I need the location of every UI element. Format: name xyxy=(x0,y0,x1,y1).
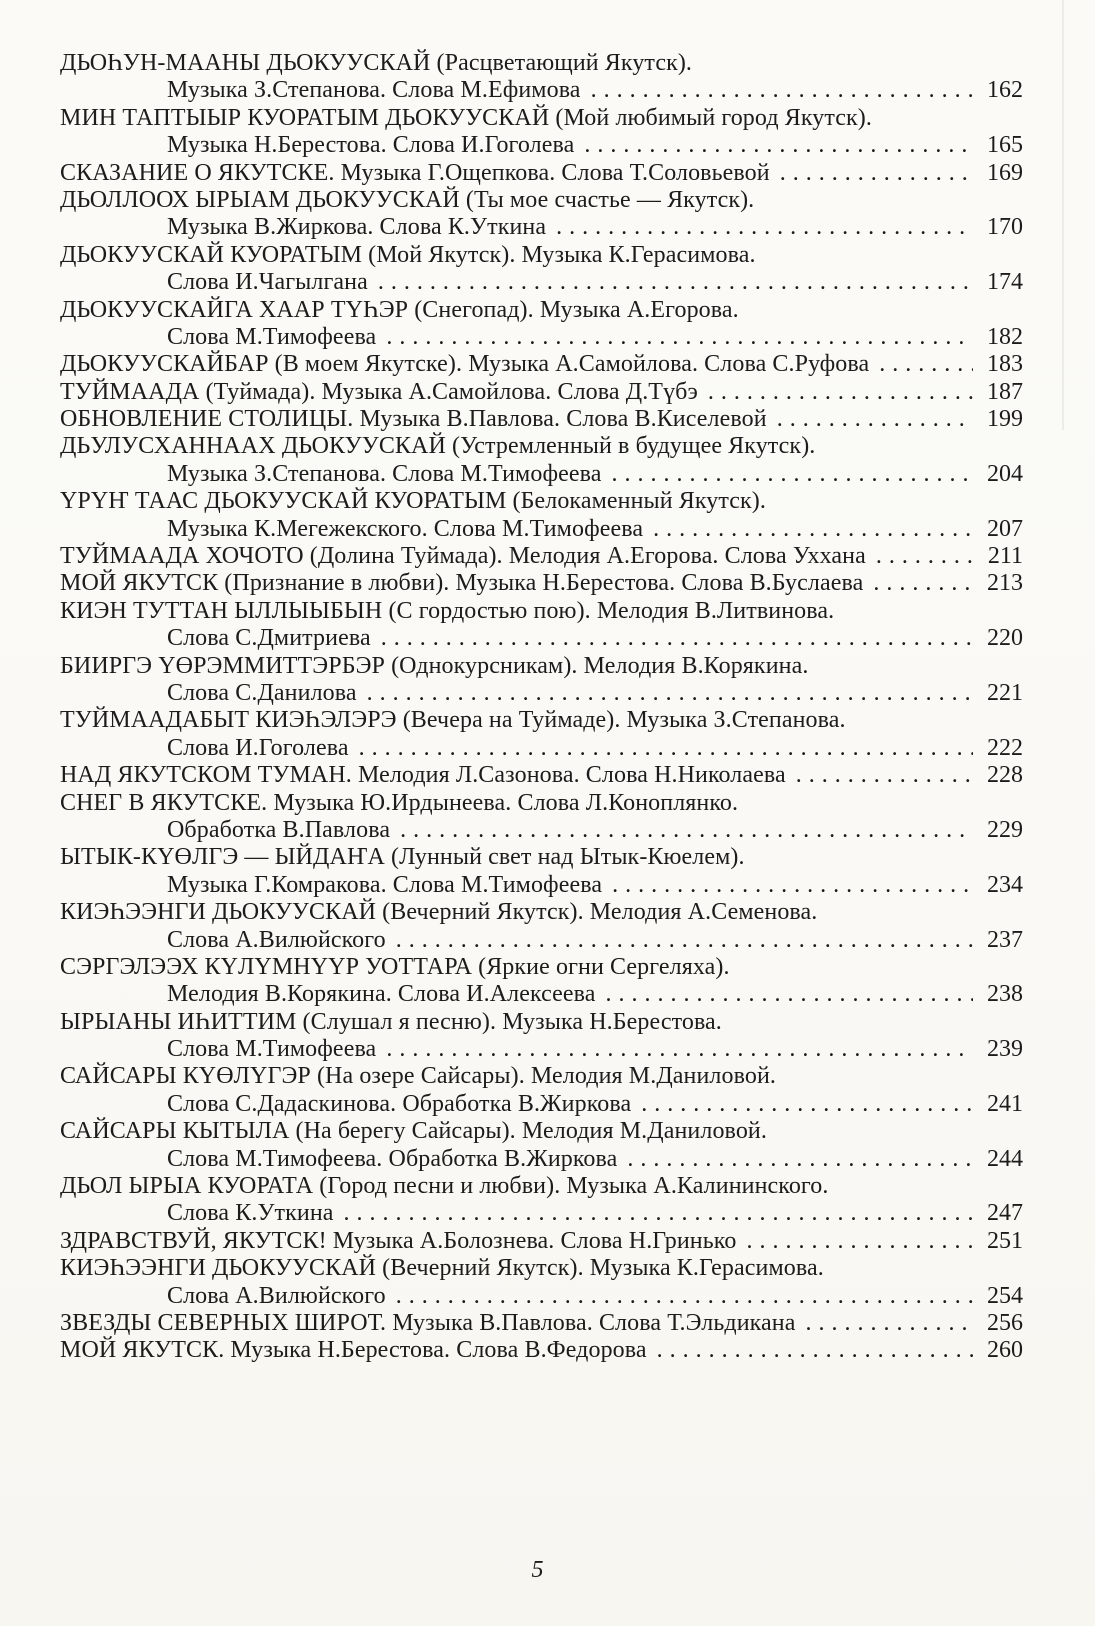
toc-continuation-line xyxy=(60,735,1023,762)
dot-leader xyxy=(344,1200,973,1227)
entry-text: Слова М.Тимофеева xyxy=(167,1036,377,1063)
toc-title-line xyxy=(60,297,1023,324)
toc-title-line xyxy=(60,433,1023,460)
entry-text: Слова К.Уткина xyxy=(167,1200,334,1227)
entry-text: ТУЙМААДА ХОЧОТО (Долина Туймада). Мелодия А.Егорова. Слова Уххана xyxy=(60,543,866,570)
entry-text: ДЬОКУУСКАЙГА ХААР ТҮҺЭР (Снегопад). Музыка А.Егорова. xyxy=(60,296,739,323)
dot-leader xyxy=(584,132,973,159)
entry-text: ЫТЫК-КҮӨЛГЭ — ЫЙДАҤА (Лунный свет над Ытык-Кюелем). xyxy=(60,844,745,871)
toc-title-line xyxy=(60,543,1023,570)
entry-text: МОЙ ЯКУТСК. Музыка Н.Берестова. Слова В.Федорова xyxy=(60,1337,647,1364)
dot-leader xyxy=(378,269,973,296)
dot-leader xyxy=(653,516,973,543)
entry-text: ЗДРАВСТВУЙ, ЯКУТСК! Музыка А.Болознева. Слова Н.Гринько xyxy=(60,1227,737,1254)
entry-text: Слова С.Данилова xyxy=(167,679,357,706)
entry-page-number: 204 xyxy=(987,460,1023,487)
entry-text: ДЬОҺУН-МААНЫ ДЬОКУУСКАЙ (Расцветающий Якутск). xyxy=(60,50,693,76)
entry-page-number: 183 xyxy=(987,351,1023,378)
toc-title-line xyxy=(60,160,1023,187)
entry-text: Музыка Н.Берестова. Слова И.Гоголева xyxy=(167,132,575,159)
entry-text: Слова И.Чагылгана xyxy=(167,269,368,296)
toc-title-line xyxy=(60,1337,1023,1364)
entry-page-number: 229 xyxy=(987,816,1023,843)
entry-text: ҮРҮҤ ТААС ДЬОКУУСКАЙ КУОРАТЫМ (Белокаменный Якутск). xyxy=(60,488,766,515)
dot-leader xyxy=(611,461,973,488)
entry-text: КИЭН ТУТТАН ЫЛЛЫЫБЫН (С гордостью пою). Мелодия В.Литвинова. xyxy=(60,597,835,624)
entry-text: Музыка К.Мегежекского. Слова М.Тимофеева xyxy=(167,515,644,542)
dot-leader xyxy=(386,1036,973,1063)
entry-text: Слова С.Дмитриева xyxy=(167,625,371,652)
entry-page-number: 237 xyxy=(987,926,1023,953)
toc-title-line xyxy=(60,351,1023,378)
entry-text: ДЬОЛ ЫРЫА КУОРАТА (Город песни и любви). Музыка А.Калининского. xyxy=(60,1173,829,1200)
toc-title-line xyxy=(60,1118,1023,1145)
table-of-contents xyxy=(60,50,1023,1365)
toc-continuation-line xyxy=(60,1146,1023,1173)
toc-title-line xyxy=(60,1009,1023,1036)
entry-text: ОБНОВЛЕНИЕ СТОЛИЦЫ. Музыка В.Павлова. Слова В.Киселевой xyxy=(60,406,767,433)
entry-page-number: 174 xyxy=(987,269,1023,296)
entry-page-number: 220 xyxy=(987,625,1023,652)
dot-leader xyxy=(657,1337,973,1364)
entry-page-number: 254 xyxy=(987,1282,1023,1309)
dot-leader xyxy=(556,214,973,241)
entry-page-number: 244 xyxy=(987,1145,1023,1172)
toc-title-line xyxy=(60,187,1023,214)
entry-page-number: 162 xyxy=(987,77,1023,104)
toc-continuation-line xyxy=(60,927,1023,954)
toc-title-line xyxy=(60,488,1023,515)
toc-continuation-line xyxy=(60,1036,1023,1063)
entry-text: ТУЙМААДА (Туймада). Музыка А.Самойлова. Слова Д.Түбэ xyxy=(60,378,698,405)
entry-page-number: 239 xyxy=(987,1036,1023,1063)
entry-text: СНЕГ В ЯКУТСКЕ. Музыка Ю.Ирдынеева. Слова Л.Коноплянко. xyxy=(60,789,739,816)
entry-page-number: 170 xyxy=(987,214,1023,241)
toc-continuation-line xyxy=(60,1200,1023,1227)
toc-title-line xyxy=(60,105,1023,132)
toc-title-line xyxy=(60,954,1023,981)
toc-title-line xyxy=(60,762,1023,789)
entry-text: Слова М.Тимофеева. Обработка В.Жиркова xyxy=(167,1145,618,1172)
entry-text: Слова И.Гоголева xyxy=(167,734,349,761)
entry-page-number: 213 xyxy=(987,570,1023,597)
entry-text: САЙСАРЫ КҮӨЛҮГЭР (На озере Сайсары). Мелодия М.Даниловой. xyxy=(60,1063,777,1090)
toc-title-line xyxy=(60,242,1023,269)
dot-leader xyxy=(606,981,973,1008)
dot-leader xyxy=(746,1228,973,1255)
entry-text: НАД ЯКУТСКОМ ТУМАН. Мелодия Л.Сазонова. Слова Н.Николаева xyxy=(60,762,786,789)
entry-page-number: 241 xyxy=(987,1090,1023,1117)
entry-text: ДЬОКУУСКАЙ КУОРАТЫМ (Мой Якутск). Музыка К.Герасимова. xyxy=(60,241,756,268)
entry-page-number: 256 xyxy=(987,1309,1023,1336)
entry-text: Музыка З.Степанова. Слова М.Ефимова xyxy=(167,77,581,104)
entry-text: Музыка Г.Комракова. Слова М.Тимофеева xyxy=(167,871,603,898)
entry-page-number: 247 xyxy=(987,1200,1023,1227)
entry-text: САЙСАРЫ КЫТЫЛА (На берегу Сайсары). Мелодия М.Даниловой. xyxy=(60,1118,767,1145)
toc-title-line xyxy=(60,790,1023,817)
entry-page-number: 165 xyxy=(987,132,1023,159)
entry-text: ДЬОКУУСКАЙБАР (В моем Якутске). Музыка А.Самойлова. Слова С.Руфова xyxy=(60,351,870,378)
dot-leader xyxy=(876,543,973,570)
dot-leader xyxy=(591,77,973,104)
toc-continuation-line xyxy=(60,1091,1023,1118)
entry-page-number: 182 xyxy=(987,323,1023,350)
entry-page-number: 260 xyxy=(987,1337,1023,1364)
entry-page-number: 221 xyxy=(987,679,1023,706)
entry-page-number: 222 xyxy=(987,734,1023,761)
dot-leader xyxy=(777,406,973,433)
dot-leader xyxy=(396,927,973,954)
toc-continuation-line xyxy=(60,516,1023,543)
entry-text: Музыка В.Жиркова. Слова К.Уткина xyxy=(167,214,547,241)
dot-leader xyxy=(873,570,973,597)
entry-text: ДЬОЛЛООХ ЫРЫАМ ДЬОКУУСКАЙ (Ты мое счастье — Якутск). xyxy=(60,186,755,213)
dot-leader xyxy=(396,1283,973,1310)
entry-text: ДЬУЛУСХАННААХ ДЬОКУУСКАЙ (Устремленный в будущее Якутск). xyxy=(60,433,816,460)
toc-title-line xyxy=(60,653,1023,680)
entry-page-number: 207 xyxy=(987,515,1023,542)
entry-page-number: 228 xyxy=(987,762,1023,789)
entry-page-number: 169 xyxy=(987,159,1023,186)
toc-title-line xyxy=(60,1228,1023,1255)
entry-text: СКАЗАНИЕ О ЯКУТСКЕ. Музыка Г.Ощепкова. Слова Т.Соловьевой xyxy=(60,159,770,186)
toc-continuation-line xyxy=(60,132,1023,159)
toc-continuation-line xyxy=(60,214,1023,241)
entry-text: Слова С.Дадаскинова. Обработка В.Жиркова xyxy=(167,1090,632,1117)
dot-leader xyxy=(386,324,973,351)
toc-continuation-line xyxy=(60,817,1023,844)
entry-text: Музыка З.Степанова. Слова М.Тимофеева xyxy=(167,460,602,487)
toc-title-line xyxy=(60,1255,1023,1282)
dot-leader xyxy=(381,625,973,652)
entry-text: КИЭҺЭЭНГИ ДЬОКУУСКАЙ (Вечерний Якутск). Мелодия А.Семенова. xyxy=(60,899,818,926)
entry-text: БИИРГЭ ҮӨРЭММИТТЭРБЭР (Однокурсникам). Мелодия В.Корякина. xyxy=(60,652,809,679)
entry-text: Слова М.Тимофеева xyxy=(167,323,377,350)
dot-leader xyxy=(879,351,973,378)
toc-continuation-line xyxy=(60,324,1023,351)
toc-continuation-line xyxy=(60,269,1023,296)
dot-leader xyxy=(806,1310,973,1337)
entry-text: ЗВЕЗДЫ СЕВЕРНЫХ ШИРОТ. Музыка В.Павлова. Слова Т.Эльдикана xyxy=(60,1309,796,1336)
entry-text: Мелодия В.Корякина. Слова И.Алексеева xyxy=(167,981,596,1008)
toc-continuation-line xyxy=(60,981,1023,1008)
entry-page-number: 187 xyxy=(987,378,1023,405)
toc-continuation-line xyxy=(60,1283,1023,1310)
dot-leader xyxy=(612,872,973,899)
entry-text: МОЙ ЯКУТСК (Признание в любви). Музыка Н.Берестова. Слова В.Буслаева xyxy=(60,570,864,597)
entry-page-number: 251 xyxy=(987,1227,1023,1254)
dot-leader xyxy=(708,379,973,406)
toc-title-line xyxy=(60,570,1023,597)
entry-text: ЫРЫАНЫ ИҺИТТИМ (Слушал я песню). Музыка Н.Берестова. xyxy=(60,1008,722,1035)
toc-title-line xyxy=(60,844,1023,871)
toc-title-line xyxy=(60,50,1023,77)
dot-leader xyxy=(780,160,973,187)
toc-continuation-line xyxy=(60,77,1023,104)
entry-text: ТУЙМААДАБЫТ КИЭҺЭЛЭРЭ (Вечера на Туймаде). Музыка З.Степанова. xyxy=(60,707,846,734)
dot-leader xyxy=(627,1146,973,1173)
toc-title-line xyxy=(60,598,1023,625)
entry-text: СЭРГЭЛЭЭХ КҮЛҮМНҮҮР УОТТАРА (Яркие огни Сергеляха). xyxy=(60,953,730,980)
entry-text: Слова А.Вилюйского xyxy=(167,1282,386,1309)
entry-text: КИЭҺЭЭНГИ ДЬОКУУСКАЙ (Вечерний Якутск). Музыка К.Герасимова. xyxy=(60,1255,824,1282)
toc-continuation-line xyxy=(60,461,1023,488)
entry-page-number: 211 xyxy=(987,543,1023,570)
page-number-folio: 5 xyxy=(531,1557,544,1583)
toc-title-line xyxy=(60,406,1023,433)
entry-text: МИН ТАПТЫЫР КУОРАТЫМ ДЬОКУУСКАЙ (Мой любимый город Якутск). xyxy=(60,104,872,131)
entry-page-number: 234 xyxy=(987,871,1023,898)
dot-leader xyxy=(359,735,973,762)
dot-leader xyxy=(641,1091,973,1118)
dot-leader xyxy=(367,680,973,707)
scan-edge-artifact xyxy=(1062,0,1064,430)
toc-title-line xyxy=(60,379,1023,406)
entry-page-number: 238 xyxy=(987,981,1023,1008)
entry-text: Слова А.Вилюйского xyxy=(167,926,386,953)
toc-continuation-line xyxy=(60,680,1023,707)
toc-continuation-line xyxy=(60,625,1023,652)
dot-leader xyxy=(400,817,973,844)
toc-title-line xyxy=(60,1310,1023,1337)
toc-title-line xyxy=(60,1173,1023,1200)
toc-title-line xyxy=(60,707,1023,734)
toc-title-line xyxy=(60,1063,1023,1090)
entry-page-number: 199 xyxy=(987,406,1023,433)
entry-text: Обработка В.Павлова xyxy=(167,816,391,843)
toc-continuation-line xyxy=(60,872,1023,899)
toc-title-line xyxy=(60,899,1023,926)
dot-leader xyxy=(796,762,973,789)
